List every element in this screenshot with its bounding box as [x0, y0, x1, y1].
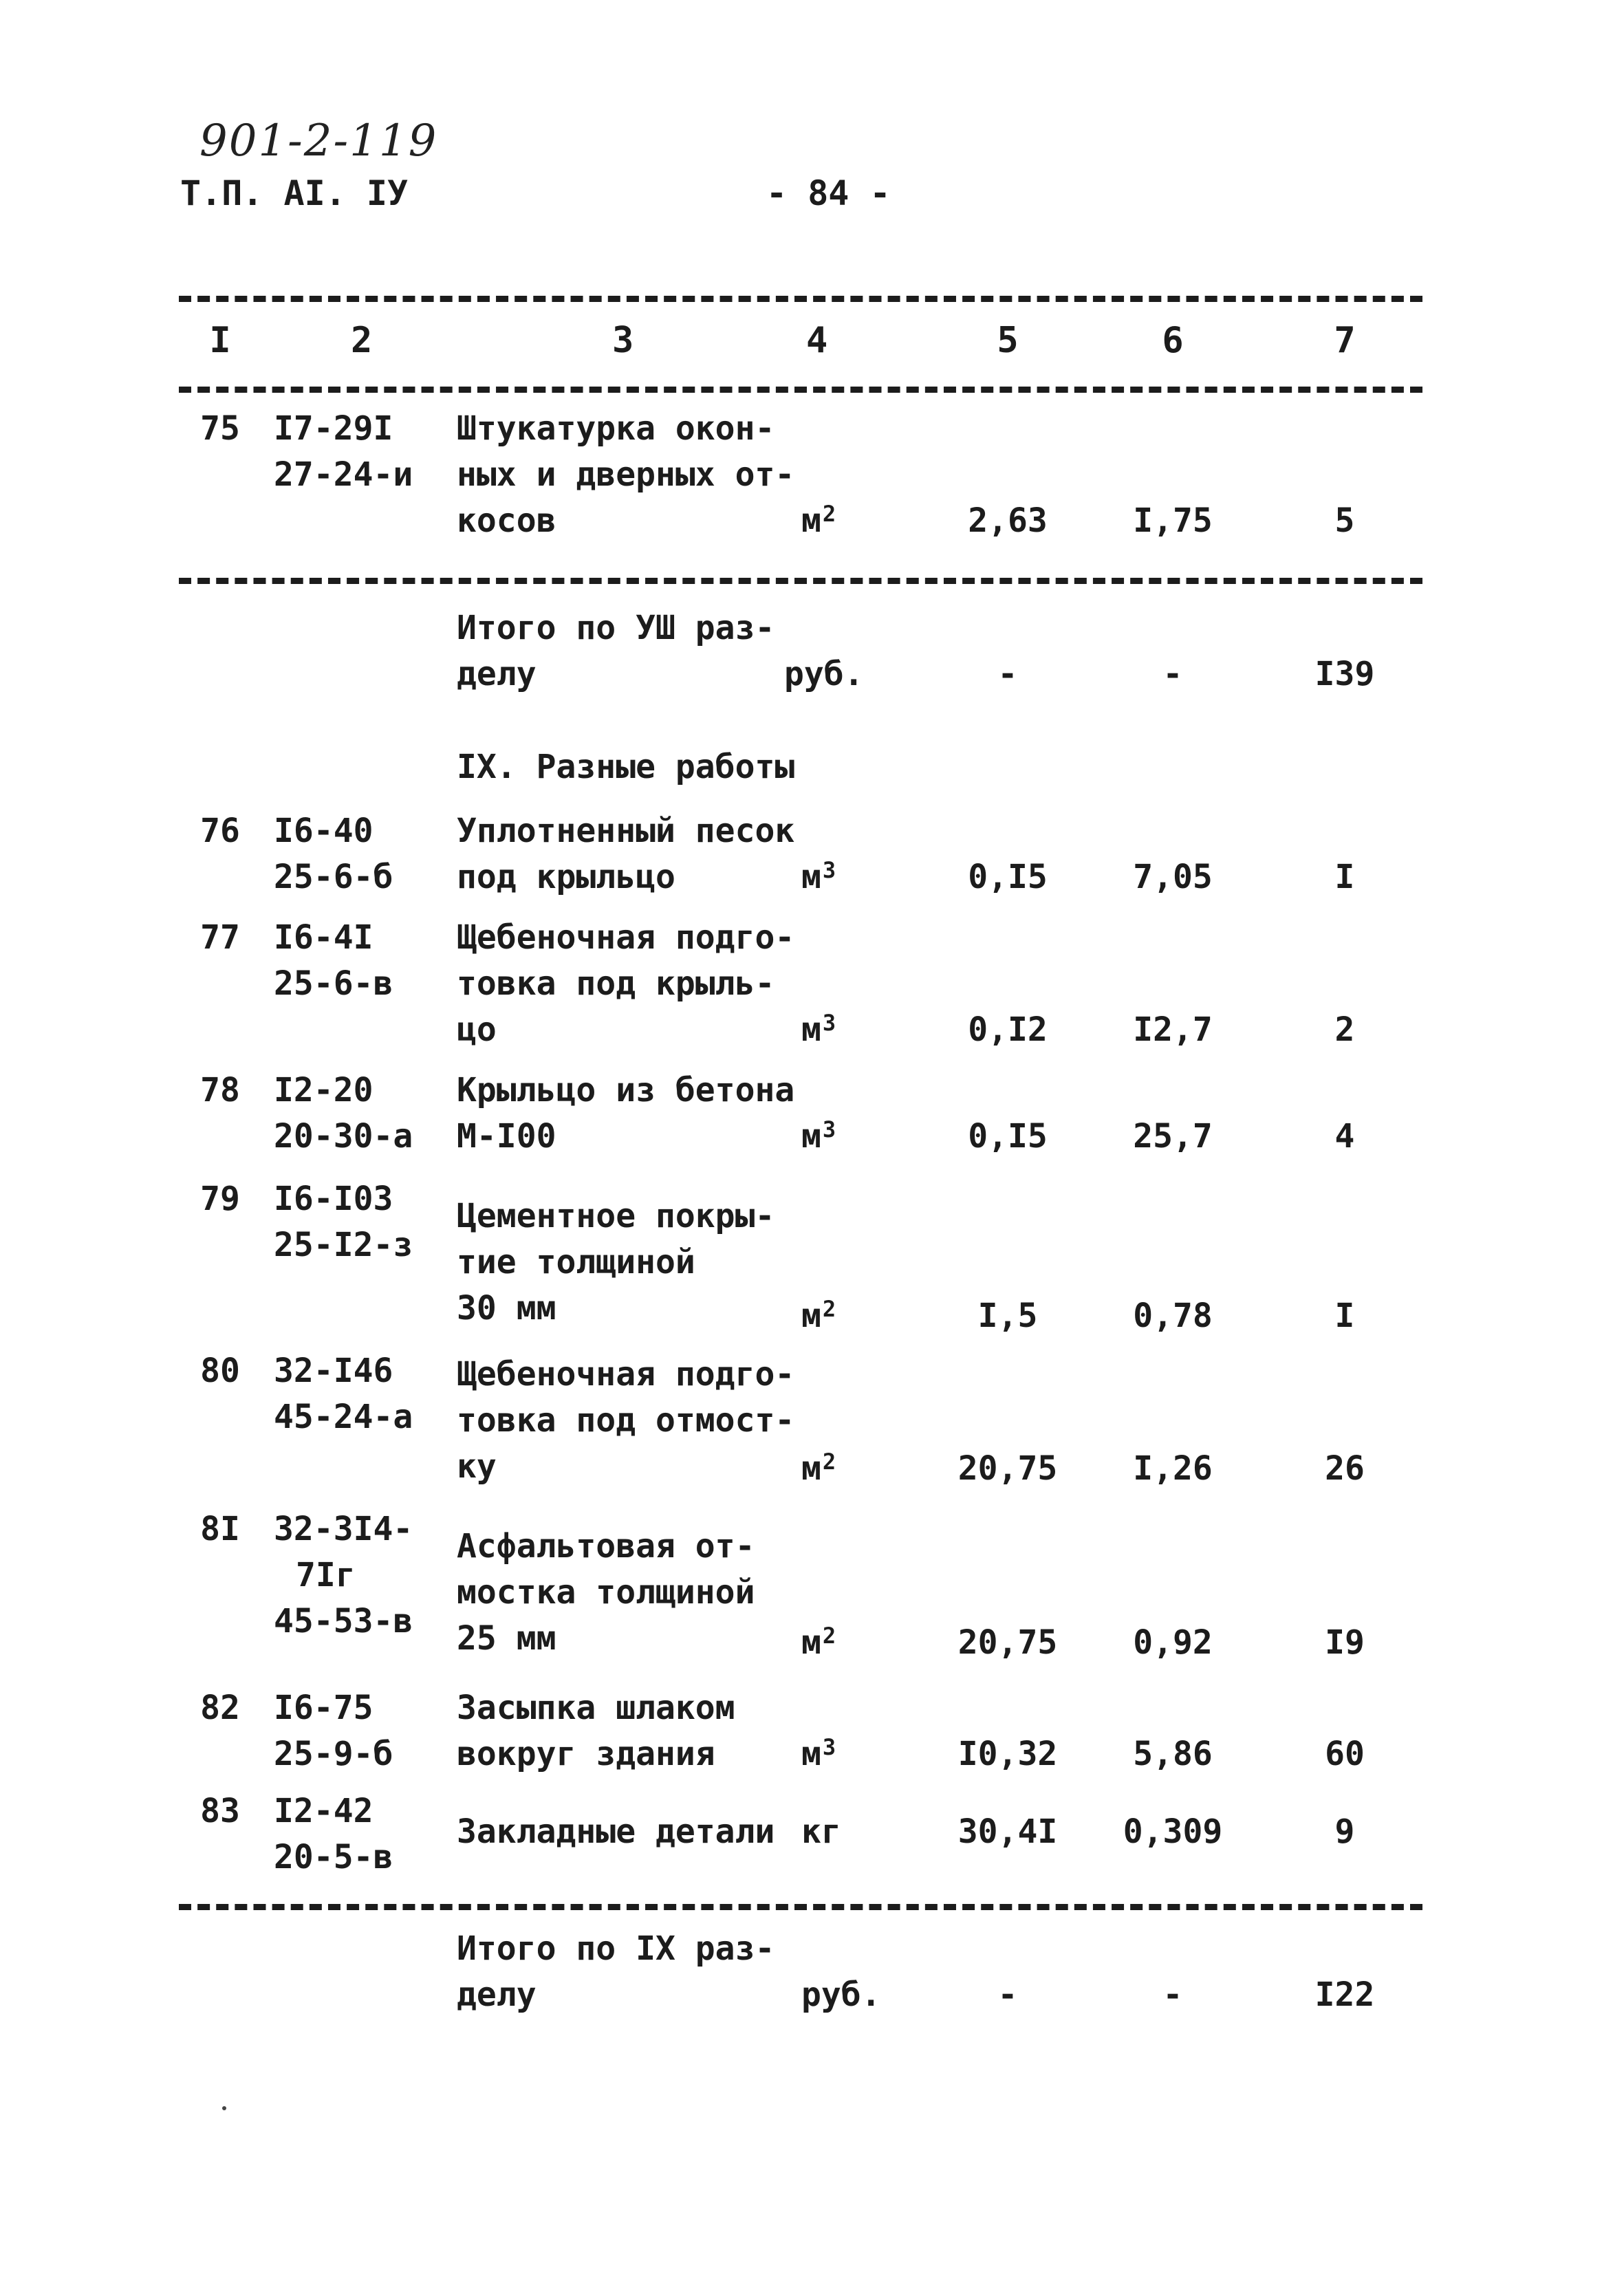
norm-code: 7Iг	[296, 1556, 356, 1594]
work-description: Крыльцо из бетона	[457, 1071, 795, 1109]
norm-code: I2-42	[274, 1792, 373, 1830]
subtotal-label: делу	[457, 655, 537, 693]
work-description: товка под отмост-	[457, 1401, 795, 1440]
table-top-rule	[179, 296, 1422, 302]
column-header-4: 4	[806, 320, 828, 361]
unit-price: 0,78	[1133, 1297, 1213, 1335]
unit: $м^2$	[801, 501, 836, 540]
quantity: I0,32	[957, 1735, 1058, 1773]
row-number: 75	[200, 409, 240, 448]
price-code: 27-24-и	[274, 455, 413, 494]
work-description: Щебеночная подго-	[457, 918, 795, 957]
work-description: Цементное покры-	[457, 1197, 775, 1235]
unit: $м^3$	[801, 1734, 836, 1773]
unit: $м^3$	[801, 1116, 836, 1156]
unit-price: -	[1162, 1975, 1183, 2014]
row-number: 80	[200, 1352, 240, 1390]
work-description: вокруг здания	[457, 1735, 715, 1773]
column-header-2: 2	[351, 320, 373, 361]
quantity: I,5	[977, 1297, 1038, 1335]
document-code: Т.П. АI. IУ	[180, 173, 409, 213]
unit-price: I,75	[1133, 501, 1213, 540]
work-description: тие толщиной	[457, 1243, 695, 1281]
work-description: Асфальтовая от-	[457, 1527, 755, 1566]
quantity: 20,75	[957, 1623, 1058, 1662]
subtotal-label: Итого по IX раз-	[457, 1929, 775, 1968]
quantity: 0,I5	[968, 1117, 1048, 1156]
scan-speck	[222, 2106, 226, 2110]
total-cost: I	[1334, 858, 1355, 896]
price-code: 20-30-а	[274, 1117, 413, 1156]
norm-code: I6-I03	[274, 1180, 393, 1218]
row-number: 83	[200, 1792, 240, 1830]
total-cost: I22	[1314, 1975, 1375, 2014]
unit: $м^2$	[801, 1623, 836, 1662]
work-description: 25 мм	[457, 1619, 556, 1658]
total-cost: I39	[1314, 655, 1375, 693]
total-cost: 26	[1325, 1449, 1365, 1488]
price-code: 45-24-а	[274, 1398, 413, 1436]
unit: $м^2$	[801, 1296, 836, 1335]
unit-price: 0,309	[1123, 1812, 1223, 1851]
page-number: - 84 -	[766, 173, 891, 213]
unit: $м^2$	[801, 1449, 836, 1488]
norm-code: 32-I46	[274, 1352, 393, 1390]
price-code: 25-6-б	[274, 858, 393, 896]
section-subtotal-rule	[179, 578, 1422, 584]
subtotal-label: Итого по УШ раз-	[457, 609, 775, 647]
subtotal-label: делу	[457, 1975, 537, 2014]
work-description: М-I00	[457, 1117, 556, 1156]
total-cost: 2	[1334, 1010, 1355, 1049]
norm-code: 32-3I4-	[274, 1510, 413, 1548]
unit-price: -	[1162, 655, 1183, 693]
price-code: 25-I2-з	[274, 1226, 413, 1264]
norm-code: I2-20	[274, 1071, 373, 1109]
section-heading: IX. Разные работы	[457, 748, 795, 786]
total-cost: 4	[1334, 1117, 1355, 1156]
work-description: Закладные детали	[457, 1812, 775, 1851]
quantity: 2,63	[968, 501, 1048, 540]
work-description: ных и дверных от-	[457, 455, 795, 494]
unit-price: 0,92	[1133, 1623, 1213, 1662]
work-description: цо	[457, 1010, 497, 1049]
quantity: 30,4I	[957, 1812, 1058, 1851]
work-description: под крыльцо	[457, 858, 675, 896]
unit-price: 25,7	[1133, 1117, 1213, 1156]
column-header-1: I	[209, 320, 231, 361]
norm-code: I6-75	[274, 1689, 373, 1727]
total-cost: I9	[1325, 1623, 1365, 1662]
row-number: 76	[200, 812, 240, 850]
price-code: 25-6-в	[274, 964, 393, 1003]
column-header-6: 6	[1162, 320, 1184, 361]
total-cost: 5	[1334, 501, 1355, 540]
unit: $м^3$	[801, 1010, 836, 1049]
column-header-3: 3	[612, 320, 634, 361]
row-number: 8I	[200, 1510, 240, 1548]
work-description: ку	[457, 1447, 497, 1486]
unit-price: I,26	[1133, 1449, 1213, 1488]
quantity: 0,I2	[968, 1010, 1048, 1049]
unit: руб.	[784, 655, 864, 693]
handwritten-project-code: 901-2-119	[199, 116, 438, 166]
unit-price: 7,05	[1133, 858, 1213, 896]
norm-code: I7-29I	[274, 409, 393, 448]
column-header-5: 5	[997, 320, 1019, 361]
total-cost: I	[1334, 1297, 1355, 1335]
row-number: 77	[200, 918, 240, 957]
price-code: 25-9-б	[274, 1735, 393, 1773]
total-cost: 9	[1334, 1812, 1355, 1851]
row-number: 82	[200, 1689, 240, 1727]
work-description: Щебеночная подго-	[457, 1355, 795, 1394]
unit-price: I2,7	[1133, 1010, 1213, 1049]
column-header-7: 7	[1334, 320, 1356, 361]
quantity: -	[997, 655, 1018, 693]
work-description: Уплотненный песок	[457, 812, 795, 850]
work-description: Засыпка шлаком	[457, 1689, 735, 1727]
unit-price: 5,86	[1133, 1735, 1213, 1773]
price-code: 45-53-в	[274, 1602, 413, 1640]
price-code: 20-5-в	[274, 1838, 393, 1876]
norm-code: I6-4I	[274, 918, 373, 957]
work-description: косов	[457, 501, 556, 540]
unit: $м^3$	[801, 857, 836, 896]
work-description: 30 мм	[457, 1289, 556, 1328]
work-description: Штукатурка окон-	[457, 409, 775, 448]
total-cost: 60	[1325, 1735, 1365, 1773]
unit: руб.	[801, 1975, 881, 2014]
quantity: -	[997, 1975, 1018, 2014]
work-description: товка под крыль-	[457, 964, 775, 1003]
quantity: 0,I5	[968, 858, 1048, 896]
header-bottom-rule	[179, 387, 1422, 393]
row-number: 79	[200, 1180, 240, 1218]
norm-code: I6-40	[274, 812, 373, 850]
unit: кг	[801, 1812, 841, 1851]
quantity: 20,75	[957, 1449, 1058, 1488]
work-description: мостка толщиной	[457, 1573, 755, 1612]
row-number: 78	[200, 1071, 240, 1109]
section-subtotal-rule	[179, 1904, 1422, 1910]
